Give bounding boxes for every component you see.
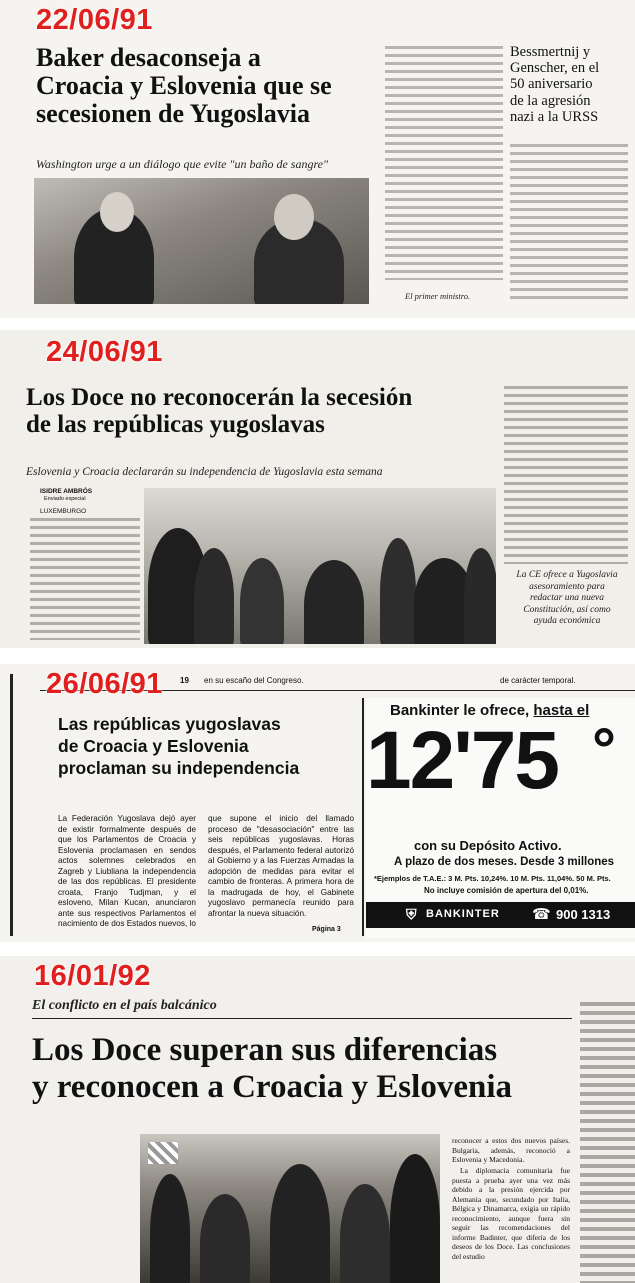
byline-subtitle: Enviado especial [44, 496, 86, 502]
ad-line-2: A plazo de dos meses. Desde 3 millones [394, 856, 615, 868]
left-rule [10, 674, 13, 936]
photo-figure [340, 1184, 390, 1283]
body-left-column: La Federación Yugoslava dejó ayer de existir formalmente después de que los Parlamentos de Croacia y Eslovenia proclamasen en sendos actos solemnes celebrados en Zagreb y Liubliana la independencia de las dos repúblicas. El presidente croata, Franjo Tudjman, y el esloveno, Milan Kucan, anunciaron ante sus respectivos Parlamentos el nacimiento de dos Estados nuevos, lo [58, 814, 196, 928]
headline-line: de las repúblicas yugoslavas [26, 411, 325, 438]
photo-figure [304, 560, 364, 644]
photo-baker-meeting [34, 178, 369, 304]
photo-figure [270, 1164, 330, 1283]
photo-caption-line: Constitución, así como [523, 604, 611, 615]
bankinter-logo-icon: ⛨ [406, 906, 417, 922]
column-divider [362, 698, 364, 936]
byline: ISIDRE AMBRÓS [40, 488, 93, 495]
ad-brand: BANKINTER [426, 908, 500, 920]
clip-date: 16/01/92 [34, 960, 151, 992]
phone-icon: ☎ [532, 907, 551, 923]
ad-headline-b: hasta el [533, 702, 590, 719]
photo-caption-line: ayuda económica [533, 616, 601, 626]
photo-caption-line: redactar una nueva [529, 593, 605, 603]
photo-ministers-group [144, 488, 496, 644]
photo-figure [464, 548, 496, 644]
kicker: El conflicto en el país balcánico [32, 998, 217, 1013]
article-column [30, 516, 140, 640]
ad-rate: 12'75 [366, 715, 558, 806]
photo-figure [194, 548, 234, 644]
clip-date: 26/06/91 [46, 668, 163, 700]
ad-line-1: con su Depósito Activo. [414, 838, 562, 853]
clipping-1992-01-16 [0, 956, 635, 1283]
headline-line: y reconocen a Croacia y Eslovenia [32, 1068, 512, 1105]
ad-headline-a: Bankinter le ofrece, [390, 702, 530, 719]
ad-examples: *Ejemplos de T.A.E.: 3 M. Pts. 10,24%. 10 M. Pts. 11,04%. 50 M. Pts. [374, 874, 611, 883]
subheadline: Eslovenia y Croacia declararán su independencia de Yugoslavia esta semana [26, 466, 383, 478]
top-strip-text: en su escaño del Congreso. [204, 676, 304, 685]
photo-caption: El primer ministro. [405, 291, 471, 301]
ad-rate-percent-sign: ° [592, 716, 616, 783]
side-headline-line: 50 aniversario [510, 76, 593, 93]
body-lead: reconocer a estos dos nuevos países. Bulgaria, además, reconoció a Eslovenia y Macedonia. [452, 1136, 570, 1164]
photo-figure [390, 1154, 440, 1283]
page-reference: Página 3 [312, 926, 341, 933]
body-continued: La diplomacia comunitaria fue puesta a prueba ayer una vez más debido a la presión ejercida por Alemania que, secundado por Italia, Bélgica y Dinamarca, exigía un rápido reconocimiento, aunque fuera sin seguir las recomendaciones del informe Badinter, que difería de los deseos de los Doce. Las conclusiones del estudio [452, 1166, 570, 1261]
headline [26, 384, 496, 438]
headline [36, 44, 381, 128]
photo-figure [274, 194, 314, 240]
side-headline [510, 44, 630, 125]
photo-caption-line: La CE ofrece a Yugoslavia [516, 570, 618, 580]
side-headline-line: Bessmertnij y [510, 44, 591, 60]
photo-figure [240, 558, 284, 644]
article-column [580, 1000, 635, 1283]
clipping-1991-06-24 [0, 330, 635, 648]
headline [32, 1032, 572, 1106]
bankinter-advertisement [366, 698, 635, 938]
flag-icon [148, 1142, 178, 1164]
article-column [504, 384, 628, 564]
headline-line: secesionen de Yugoslavia [36, 99, 310, 129]
photo-figure [200, 1194, 250, 1283]
side-headline-line: nazi a la URSS [510, 108, 599, 125]
headline-line: Croacia y Eslovenia que se [36, 71, 332, 101]
headline-line: de Croacia y Eslovenia [58, 735, 249, 756]
photo-caption [506, 570, 628, 628]
side-headline-line: Genscher, en el [510, 60, 600, 77]
dateline: LUXEMBURGO [40, 508, 87, 515]
subheadline: Washington urge a un diálogo que evite "un baño de sangre" [36, 157, 329, 171]
top-strip-right: de carácter temporal. [500, 676, 576, 685]
photo-caption-line: asesoramiento para [529, 581, 605, 592]
kicker-rule [32, 1018, 572, 1019]
headline-line: Los Doce superan sus diferencias [32, 1032, 498, 1068]
side-headline-line: de la agresión [510, 92, 591, 109]
headline-line: Los Doce no reconocerán la secesión [26, 384, 413, 411]
clipping-1991-06-22 [0, 0, 635, 318]
headline-line: Baker desaconseja a [36, 43, 261, 72]
top-strip-page-number: 19 [180, 676, 189, 685]
clip-date: 24/06/91 [46, 336, 163, 368]
clipping-1991-06-26 [0, 664, 635, 942]
headline [58, 714, 358, 780]
headline-line: proclaman su independencia [58, 757, 300, 778]
photo-figure [380, 538, 416, 644]
photo-celebration-crowd [140, 1134, 440, 1283]
headline-line: Las repúblicas yugoslavas [58, 714, 281, 734]
body-right-column: que supone el inicio del llamado proceso de "desasociación" entre las seis repúblicas yugoslavas. Horas después, el Parlamento federal autorizó al Gobierno y a las Fuerzas Armadas la adopción de medidas para evitar el cambio de fronteras. A primera hora de la madrugada de hoy, el Gabinete yugoslavo permanecía reunido para afrontar la nueva situación. [208, 814, 354, 918]
photo-figure [150, 1174, 190, 1283]
side-article-column [510, 142, 628, 302]
ad-brand-bar [366, 902, 635, 928]
article-column [385, 44, 503, 280]
ad-commission: No incluye comisión de apertura del 0,01%. [424, 886, 589, 895]
ad-phone: 900 1313 [556, 907, 611, 922]
clip-date: 22/06/91 [36, 4, 153, 36]
photo-figure [100, 192, 134, 232]
